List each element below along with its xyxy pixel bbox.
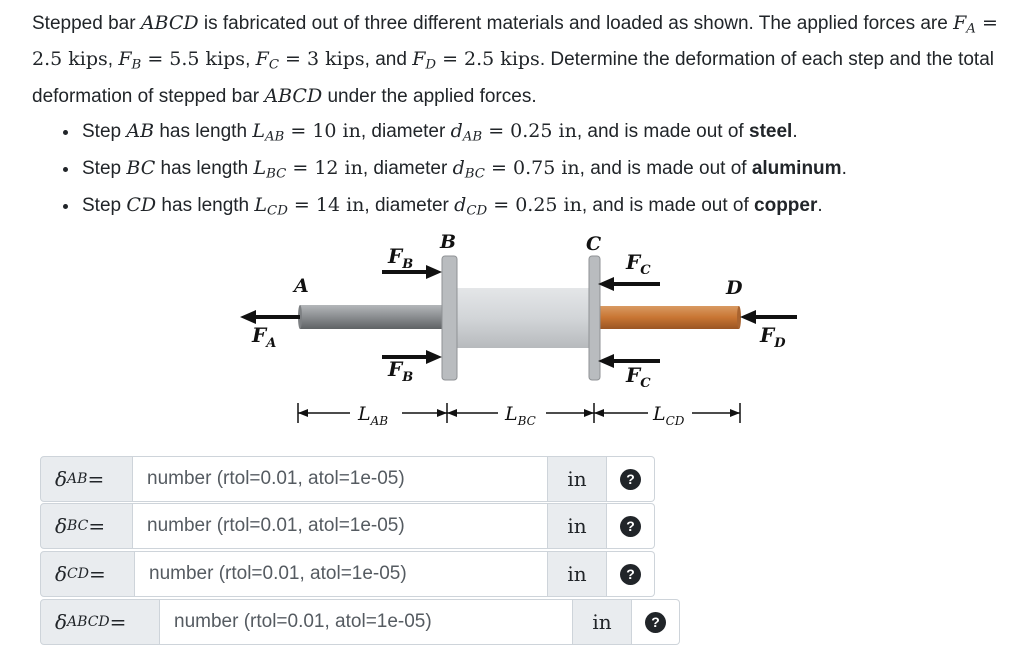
svg-text:FD: $F_D$ (760, 323, 786, 351)
list-item: • Step CD has length $L_{CD} = 14$ in, diameter $d_{CD} = 0.25$ in, and is made out of copper. (80, 190, 847, 227)
steel-segment (300, 305, 445, 329)
svg-text:FB: $F_B$ (388, 357, 414, 385)
force-c-value: = 3 kips (279, 48, 365, 71)
help-box (607, 551, 655, 597)
answer-input-wrapper (135, 551, 547, 597)
force-d-label: F (760, 323, 775, 347)
unit-label: in (547, 551, 607, 597)
label-c: C (586, 233, 602, 255)
answer-label: δ ABCD = (40, 599, 160, 645)
length-bc-label: L (505, 403, 518, 425)
answer-label: δ CD = (40, 551, 135, 597)
intro-text: , and (364, 49, 413, 71)
force-d-value: = 2.5 kips (436, 48, 540, 71)
bar-name: ABCD (264, 84, 323, 107)
force-a-symbol: F (953, 12, 967, 34)
length-cd-label: L (653, 403, 666, 425)
delta-cd-input[interactable] (135, 563, 547, 585)
unit-label: in (572, 599, 632, 645)
force-a-value: = 2.5 kips (32, 12, 998, 71)
unit-label: in (547, 456, 607, 502)
force-a-label: F (252, 323, 267, 347)
force-c-top-label: F (626, 250, 641, 274)
help-box (607, 503, 655, 549)
answer-row-cd (40, 551, 655, 597)
answer-input-wrapper (133, 503, 547, 549)
help-box (607, 456, 655, 502)
force-c-sub: C (268, 57, 279, 73)
problem-statement: Stepped bar ABCD is fabricated out of three different materials and loaded as shown. The applied forces are $F_A = 2.5$ kips, $F_B = 5.5$ kips, $F_C = 3$ kips, and $F_D = 2.5$ kips. Determine the deformation of each step and the total deformation of stepped bar ABCD under the applied forces. (32, 12, 998, 107)
unit-label: in (547, 503, 607, 549)
answer-input-wrapper (160, 599, 572, 645)
answer-row-abcd (40, 599, 680, 645)
answer-label: δ AB = (40, 456, 133, 502)
answer-row-bc (40, 503, 655, 549)
force-b-value: = 5.5 kips (141, 48, 246, 71)
label-d: D (726, 277, 743, 299)
flange-b (442, 256, 457, 380)
length-ab-label: L (358, 403, 371, 425)
svg-text:LBC: $L_{BC}$ (505, 403, 536, 428)
force-d-sub: D (425, 57, 437, 73)
svg-text:LAB: $L_{AB}$ (358, 403, 389, 428)
svg-text:LCD: $L_{CD}$ (653, 403, 685, 428)
label-b: B (440, 231, 457, 253)
force-b-top-label: F (388, 244, 403, 268)
help-icon[interactable]: ? (645, 612, 666, 633)
svg-text:FC: $F_C$ (626, 363, 651, 391)
force-c-symbol: F (255, 48, 269, 71)
intro-text: Stepped bar (32, 13, 141, 34)
bar-name: ABCD (140, 12, 199, 34)
delta-abcd-input[interactable] (160, 611, 572, 633)
delta-ab-input[interactable] (133, 468, 547, 490)
help-icon[interactable]: ? (620, 564, 641, 585)
answer-row-ab (40, 456, 655, 502)
intro-text: under the applied forces. (322, 85, 537, 107)
stepped-bar-figure (0, 228, 1024, 443)
svg-text:FB: $F_B$ (388, 244, 414, 272)
answer-input-wrapper (133, 456, 547, 502)
help-box (632, 599, 680, 645)
aluminum-segment (455, 288, 592, 348)
force-b-bottom-label: F (388, 357, 403, 381)
force-c-bottom-label: F (626, 363, 641, 387)
copper-segment (598, 306, 739, 329)
force-a-sub: A (966, 21, 976, 37)
help-icon[interactable]: ? (620, 469, 641, 490)
svg-text:FC: $F_C$ (626, 250, 651, 278)
list-item: • Step AB has length $L_{AB} = 10$ in, diameter $d_{AB} = 0.25$ in, and is made out of steel. (80, 116, 847, 153)
intro-text: is fabricated out of three different materials and loaded as shown. The applied forces are (198, 13, 954, 34)
help-icon[interactable]: ? (620, 516, 641, 537)
list-item: • Step BC has length $L_{BC} = 12$ in, diameter $d_{BC} = 0.75$ in, and is made out of aluminum. (80, 153, 847, 190)
intro-text: . Determine the deformation of each step and the total deformation of stepped bar (32, 49, 994, 107)
flange-c (589, 256, 600, 380)
force-b-sub: B (131, 57, 142, 73)
copper-end (737, 306, 741, 329)
label-a: A (294, 275, 309, 297)
step-list (52, 116, 847, 226)
answer-label: δ BC = (40, 503, 133, 549)
force-b-symbol: F (118, 48, 132, 71)
svg-text:FA: $F_A$ (252, 323, 277, 351)
force-d-symbol: F (412, 48, 426, 71)
delta-bc-input[interactable] (133, 515, 547, 537)
